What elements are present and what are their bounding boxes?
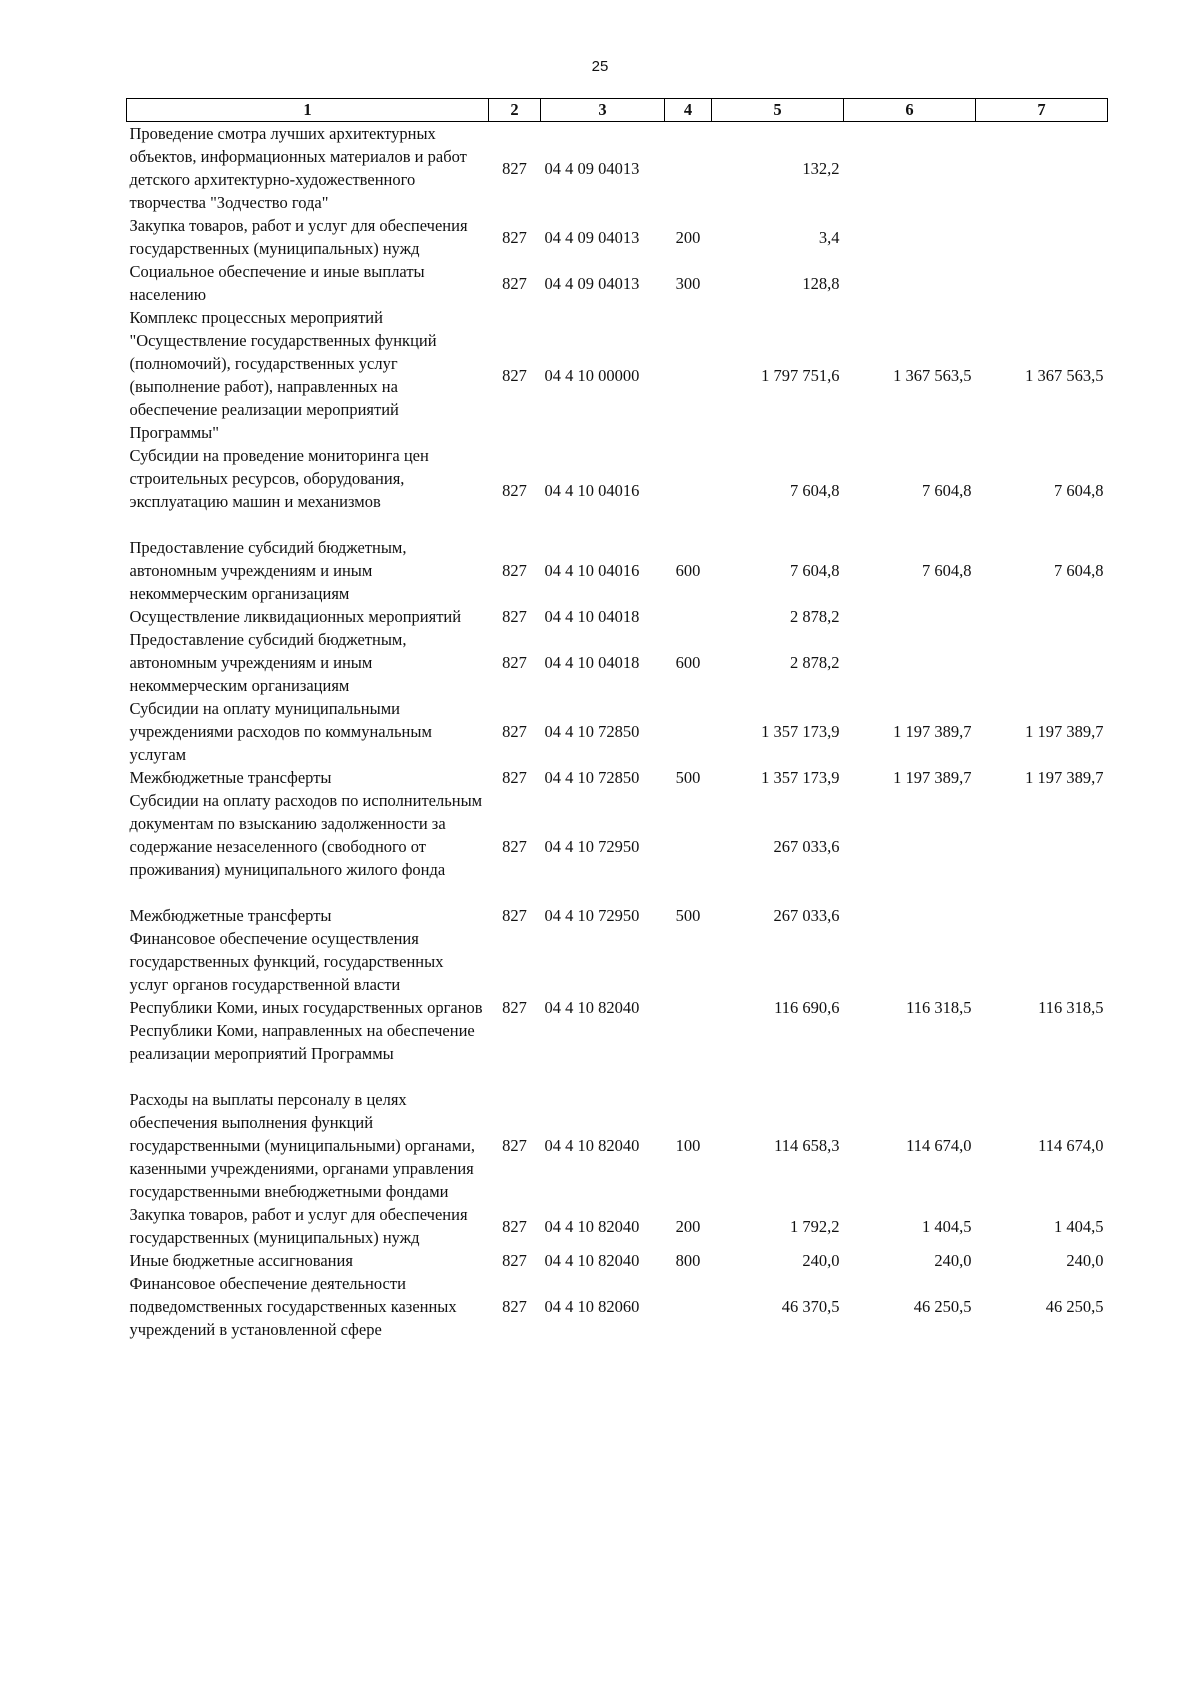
- target-article-code: 04 4 10 04016: [544, 480, 640, 500]
- amount-year-3: [976, 605, 1108, 628]
- ministry-code: 827: [502, 837, 527, 856]
- amount-year-3: 7 604,8: [1054, 480, 1104, 500]
- amount-year-3: [976, 122, 1108, 215]
- amount-year-2: 1 367 563,5: [893, 365, 972, 385]
- table-row: [127, 1272, 1108, 1341]
- amount-year-1: 1 357 173,9: [761, 768, 840, 787]
- expense-name: Финансовое обеспечение осуществления государственных функций, государственных услуг органов государственной власти Республики Коми, иных государственных органов Республики Коми, направленных на обеспечение реализации мероприятий Программы: [129, 929, 483, 1063]
- column-header: 2: [489, 99, 541, 122]
- expense-type-code: 200: [675, 1216, 701, 1236]
- table-row: [127, 766, 1108, 789]
- amount-year-3: 114 674,0: [1038, 1136, 1104, 1155]
- expense-name: Иные бюджетные ассигнования: [129, 1251, 353, 1270]
- table-header-row: [127, 99, 1108, 122]
- table-row: [127, 1088, 1108, 1203]
- column-header: 1: [127, 99, 489, 122]
- target-article-code: 04 4 09 04013: [544, 273, 640, 293]
- expense-type-code: [665, 697, 712, 766]
- target-article-code: 04 4 10 82040: [544, 1216, 640, 1236]
- amount-year-3: [976, 628, 1108, 697]
- ministry-code: 827: [502, 607, 527, 626]
- ministry-code: 827: [502, 1251, 527, 1270]
- page-number: 25: [591, 58, 609, 75]
- amount-year-3: 46 250,5: [1045, 1297, 1104, 1316]
- amount-year-2: 1 197 389,7: [893, 768, 972, 787]
- expense-name: Субсидии на проведение мониторинга цен строительных ресурсов, оборудования, эксплуатацию машин и механизмов: [129, 446, 429, 511]
- table-row: [127, 306, 1108, 444]
- expense-name: Предоставление субсидий бюджетным, автономным учреждениям и иным некоммерческим организациям: [129, 538, 407, 603]
- amount-year-2: [844, 904, 976, 927]
- amount-year-2: 1 404,5: [922, 1216, 972, 1236]
- table-row: [127, 444, 1108, 536]
- expense-name: Комплекс процессных мероприятий "Осуществление государственных функций (полномочий), государственных услуг (выполнение работ), направленных на обеспечение реализации мероприятий Программы": [129, 308, 437, 442]
- amount-year-3: 240,0: [1066, 1251, 1104, 1270]
- ministry-code: 827: [502, 722, 527, 741]
- expense-type-code: [665, 927, 712, 1088]
- amount-year-2: 7 604,8: [922, 561, 972, 580]
- table-row: [127, 605, 1108, 628]
- amount-year-1: 1 357 173,9: [761, 722, 840, 741]
- amount-year-3: 1 367 563,5: [1025, 365, 1104, 385]
- target-article-code: 04 4 10 72950: [544, 837, 640, 856]
- target-article-code: 04 4 10 04018: [544, 607, 640, 626]
- ministry-code: 827: [502, 906, 527, 925]
- expense-type-code: 800: [675, 1251, 701, 1270]
- table-row: [127, 536, 1108, 605]
- expense-name: Субсидии на оплату расходов по исполнительным документам по взысканию задолженности за содержание незаселенного (свободного от проживания) муниципального жилого фонда: [129, 791, 483, 879]
- amount-year-1: 267 033,6: [773, 906, 840, 925]
- expense-type-code: [665, 605, 712, 628]
- ministry-code: 827: [502, 365, 527, 385]
- amount-year-1: 7 604,8: [790, 561, 840, 580]
- amount-year-2: 116 318,5: [906, 998, 972, 1017]
- amount-year-2: [844, 260, 976, 306]
- expense-type-code: [665, 306, 712, 444]
- target-article-code: 04 4 09 04013: [544, 158, 640, 178]
- expense-name: Субсидии на оплату муниципальными учреждениями расходов по коммунальным услугам: [129, 699, 432, 764]
- amount-year-3: [976, 260, 1108, 306]
- target-article-code: 04 4 10 72950: [544, 906, 640, 925]
- column-header: 6: [844, 99, 976, 122]
- amount-year-3: 116 318,5: [1038, 998, 1104, 1017]
- table-row: [127, 1249, 1108, 1272]
- amount-year-1: 7 604,8: [790, 480, 840, 500]
- table-row: [127, 904, 1108, 927]
- amount-year-3: [976, 904, 1108, 927]
- target-article-code: 04 4 10 04016: [544, 561, 640, 580]
- expense-type-code: 600: [675, 653, 701, 672]
- ministry-code: 827: [502, 227, 527, 247]
- target-article-code: 04 4 10 72850: [544, 768, 640, 787]
- target-article-code: 04 4 09 04013: [544, 227, 640, 247]
- expense-name: Осуществление ликвидационных мероприятий: [129, 607, 462, 626]
- amount-year-3: 1 197 389,7: [1025, 768, 1104, 787]
- amount-year-2: [844, 214, 976, 260]
- target-article-code: 04 4 10 82060: [544, 1297, 640, 1316]
- ministry-code: 827: [502, 998, 527, 1017]
- expense-type-code: 600: [675, 561, 701, 580]
- expense-name: Предоставление субсидий бюджетным, автономным учреждениям и иным некоммерческим организациям: [129, 630, 407, 695]
- table-row: [127, 214, 1108, 260]
- ministry-code: 827: [502, 1136, 527, 1155]
- target-article-code: 04 4 10 82040: [544, 1136, 640, 1155]
- expense-type-code: 500: [675, 906, 701, 925]
- table-row: [127, 122, 1108, 215]
- expense-type-code: [665, 1272, 712, 1341]
- budget-table: [126, 98, 1108, 1341]
- expense-type-code: 100: [675, 1136, 701, 1155]
- table-row: [127, 927, 1108, 1088]
- amount-year-1: 267 033,6: [773, 837, 840, 856]
- expense-type-code: 300: [675, 273, 701, 293]
- ministry-code: 827: [502, 768, 527, 787]
- table-row: [127, 789, 1108, 904]
- expense-name: Межбюджетные трансферты: [129, 906, 332, 925]
- expense-type-code: [665, 122, 712, 215]
- column-header: 5: [712, 99, 844, 122]
- amount-year-1: 3,4: [818, 227, 840, 247]
- amount-year-3: [976, 789, 1108, 904]
- amount-year-1: 132,2: [802, 158, 840, 178]
- target-article-code: 04 4 10 82040: [544, 998, 640, 1017]
- expense-type-code: [665, 444, 712, 536]
- expense-name: Финансовое обеспечение деятельности подведомственных государственных казенных учреждений в установленной сфере: [129, 1274, 457, 1339]
- amount-year-2: [844, 628, 976, 697]
- column-header: 7: [976, 99, 1108, 122]
- amount-year-1: 114 658,3: [774, 1136, 840, 1155]
- column-header: 3: [541, 99, 665, 122]
- expense-name: Расходы на выплаты персоналу в целях обеспечения выполнения функций государственными (муниципальными) органами, казенными учреждениями, органами управления государственными внебюджетными фондами: [129, 1090, 476, 1201]
- amount-year-1: 2 878,2: [790, 607, 840, 626]
- amount-year-1: 1 792,2: [790, 1216, 840, 1236]
- ministry-code: 827: [502, 158, 527, 178]
- amount-year-2: 114 674,0: [906, 1136, 972, 1155]
- table-row: [127, 697, 1108, 766]
- amount-year-3: 1 404,5: [1054, 1216, 1104, 1236]
- target-article-code: 04 4 10 82040: [544, 1251, 640, 1270]
- ministry-code: 827: [502, 561, 527, 580]
- amount-year-2: [844, 789, 976, 904]
- amount-year-1: 1 797 751,6: [761, 365, 840, 385]
- amount-year-2: [844, 122, 976, 215]
- amount-year-2: 1 197 389,7: [893, 722, 972, 741]
- expense-name: Закупка товаров, работ и услуг для обеспечения государственных (муниципальных) нужд: [129, 216, 468, 258]
- expense-type-code: 200: [675, 227, 701, 247]
- amount-year-1: 46 370,5: [781, 1297, 840, 1316]
- amount-year-3: [976, 214, 1108, 260]
- amount-year-1: 240,0: [802, 1251, 840, 1270]
- amount-year-1: 2 878,2: [790, 653, 840, 672]
- table-row: [127, 628, 1108, 697]
- expense-name: Межбюджетные трансферты: [129, 768, 332, 787]
- target-article-code: 04 4 10 72850: [544, 722, 640, 741]
- target-article-code: 04 4 10 04018: [544, 653, 640, 672]
- amount-year-2: 240,0: [934, 1251, 972, 1270]
- ministry-code: 827: [502, 653, 527, 672]
- amount-year-2: [844, 605, 976, 628]
- table-row: [127, 1203, 1108, 1249]
- target-article-code: 04 4 10 00000: [544, 365, 640, 385]
- amount-year-2: 7 604,8: [922, 480, 972, 500]
- amount-year-1: 116 690,6: [774, 998, 840, 1017]
- expense-name: Проведение смотра лучших архитектурных объектов, информационных материалов и работ детского архитектурно-художественного творчества "Зодчество года": [129, 124, 467, 212]
- ministry-code: 827: [502, 1216, 527, 1236]
- expense-type-code: [665, 789, 712, 904]
- ministry-code: 827: [502, 1297, 527, 1316]
- ministry-code: 827: [502, 273, 527, 293]
- expense-name: Социальное обеспечение и иные выплаты населению: [129, 262, 425, 304]
- amount-year-3: 7 604,8: [1054, 561, 1104, 580]
- ministry-code: 827: [502, 480, 527, 500]
- expense-type-code: 500: [675, 768, 701, 787]
- expense-name: Закупка товаров, работ и услуг для обеспечения государственных (муниципальных) нужд: [129, 1205, 468, 1247]
- amount-year-3: 1 197 389,7: [1025, 722, 1104, 741]
- table-row: [127, 260, 1108, 306]
- amount-year-1: 128,8: [802, 273, 840, 293]
- column-header: 4: [665, 99, 712, 122]
- amount-year-2: 46 250,5: [913, 1297, 972, 1316]
